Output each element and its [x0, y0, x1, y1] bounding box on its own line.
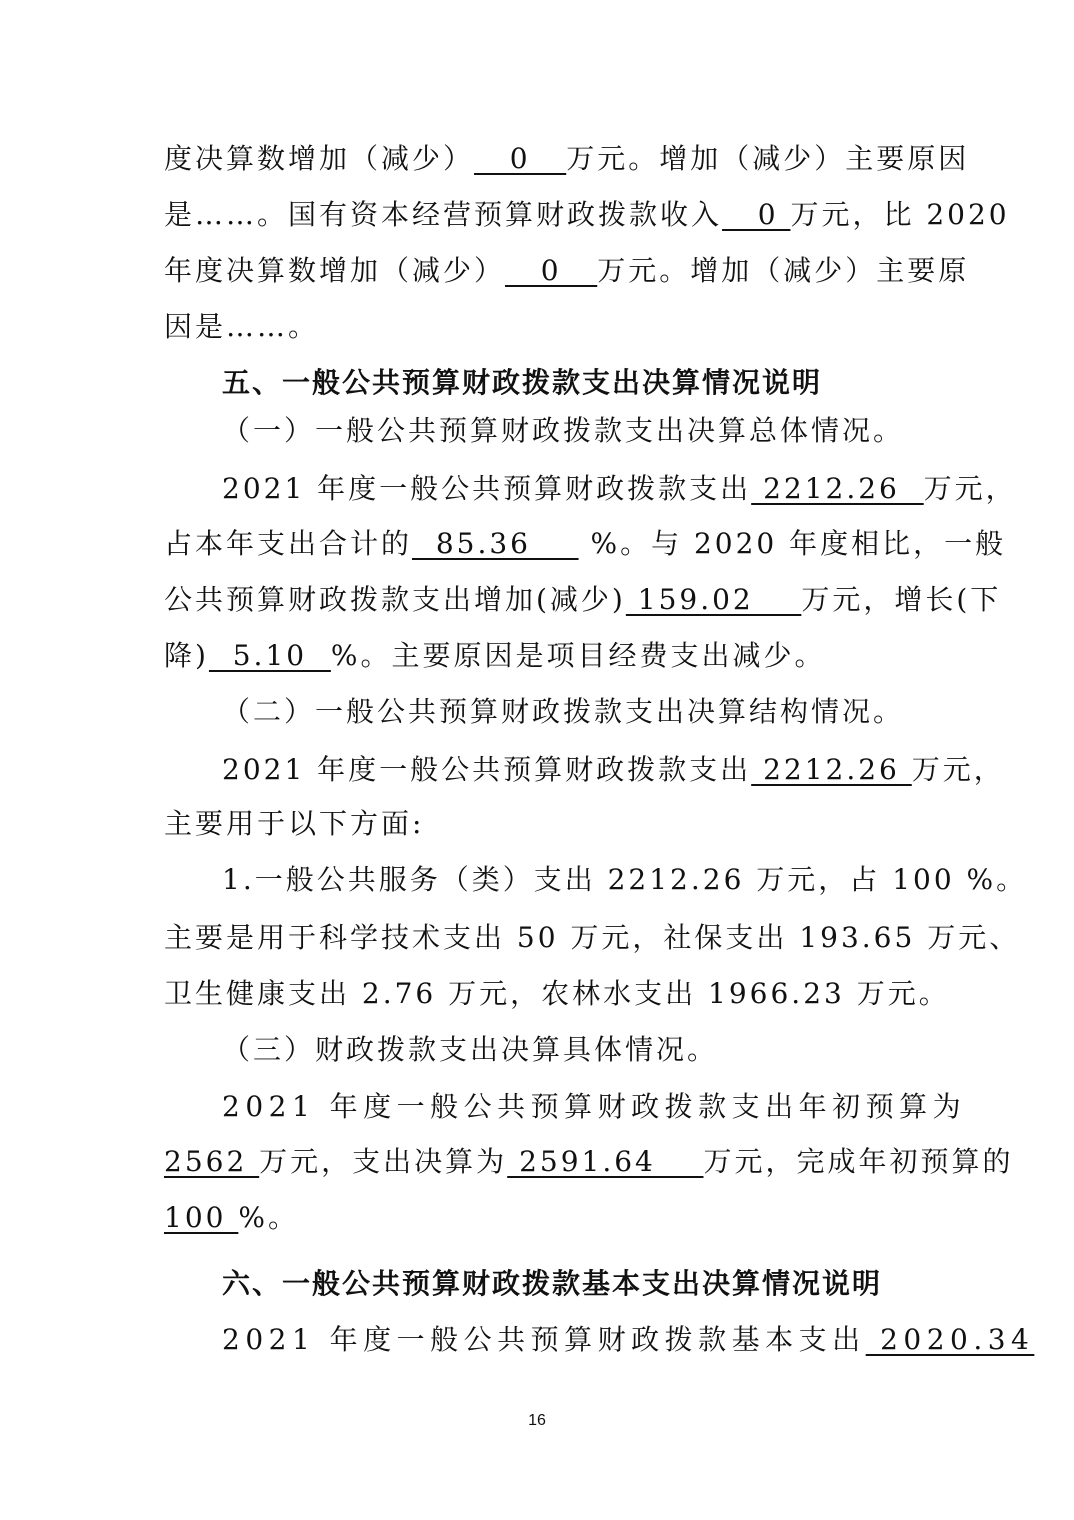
paragraph-line: [222, 469, 1017, 509]
text-segment: （二）一般公共预算财政拨款支出决算结构情况。: [222, 695, 905, 728]
text-segment: 因是……。: [164, 310, 320, 343]
underlined-value: 2212.26: [751, 472, 924, 505]
text-segment: %。主要原因是项目经费支出减少。: [330, 639, 826, 672]
text-segment: （三）财政拨款支出决算具体情况。: [222, 1033, 719, 1066]
text-segment: 年度决算数增加（减少）: [164, 254, 506, 287]
subsection-heading-1: [222, 411, 904, 451]
paragraph-line: [164, 1198, 299, 1238]
text-segment: 万元。增加（减少）主要原因: [566, 142, 970, 175]
underlined-value: 100: [164, 1201, 239, 1234]
text-segment: 1.一般公共服务（类）支出 2212.26 万元，占 100 %。: [222, 863, 1028, 896]
underlined-value: 0: [722, 198, 791, 231]
text-segment: 2021 年度一般公共预算财政拨款支出: [222, 472, 752, 505]
text-segment: 五、一般公共预算财政拨款支出决算情况说明: [222, 366, 823, 399]
underlined-value: 0: [474, 142, 567, 175]
text-segment: 万元，: [923, 472, 1017, 505]
underlined-value: 2562: [164, 1145, 260, 1178]
paragraph-line: [164, 195, 1010, 235]
text-segment: %。与 2020 年度相比，一般: [578, 527, 1007, 560]
paragraph-line: [222, 1320, 1034, 1360]
underlined-value: 85.36: [412, 527, 579, 560]
text-segment: 万元，比 2020: [790, 198, 1010, 231]
text-segment: 主要用于以下方面:: [164, 807, 425, 840]
text-segment: 主要是用于科学技术支出 50 万元，社保支出 193.65 万元、: [164, 921, 1021, 954]
section-heading-5: [222, 363, 822, 403]
paragraph-line: [164, 974, 950, 1014]
paragraph-line: [164, 580, 1001, 620]
text-segment: 是……。国有资本经营预算财政拨款收入: [164, 198, 723, 231]
text-segment: 六、一般公共预算财政拨款基本支出决算情况说明: [222, 1267, 883, 1300]
text-segment: 2021 年度一般公共预算财政拨款支出: [222, 753, 752, 786]
list-item-line: [222, 860, 1027, 900]
paragraph-line: [164, 1142, 1014, 1182]
paragraph-line: [164, 139, 969, 179]
text-segment: 卫生健康支出 2.76 万元，农林水支出 1966.23 万元。: [164, 977, 950, 1010]
underlined-value: 2591.64: [507, 1145, 704, 1178]
subsection-heading-3: [222, 1030, 718, 1070]
paragraph-line: [164, 804, 424, 844]
text-segment: 万元，增长(下: [801, 583, 1002, 616]
paragraph-line: [164, 307, 319, 347]
text-segment: 万元，: [911, 753, 1005, 786]
page-number: 16: [528, 1412, 546, 1429]
text-segment: 降): [164, 639, 209, 672]
underlined-value: 0: [505, 254, 598, 287]
paragraph-line: [164, 524, 1006, 564]
paragraph-line: [222, 750, 1005, 790]
underlined-value: 159.02: [625, 583, 802, 616]
text-segment: 占本年支出合计的: [164, 527, 413, 560]
text-segment: 2021 年度一般公共预算财政拨款支出年初预算为: [222, 1090, 967, 1123]
text-segment: 万元。增加（减少）主要原: [597, 254, 970, 287]
underlined-value: 2020.34: [865, 1323, 1035, 1356]
underlined-value: 2212.26: [751, 753, 912, 786]
paragraph-line: [164, 636, 826, 676]
section-heading-6: [222, 1264, 882, 1304]
text-segment: %。: [238, 1201, 299, 1234]
subsection-heading-2: [222, 692, 904, 732]
paragraph-line: [164, 918, 1020, 958]
text-segment: （一）一般公共预算财政拨款支出决算总体情况。: [222, 414, 905, 447]
paragraph-line: [164, 251, 969, 291]
text-segment: 度决算数增加（减少）: [164, 142, 475, 175]
text-segment: 万元，完成年初预算的: [703, 1145, 1014, 1178]
underlined-value: 5.10: [208, 639, 331, 672]
text-segment: 万元，支出决算为: [259, 1145, 508, 1178]
paragraph-line: [222, 1087, 966, 1127]
text-segment: 2021 年度一般公共预算财政拨款基本支出: [222, 1323, 866, 1356]
text-segment: 公共预算财政拨款支出增加(减少): [164, 583, 626, 616]
